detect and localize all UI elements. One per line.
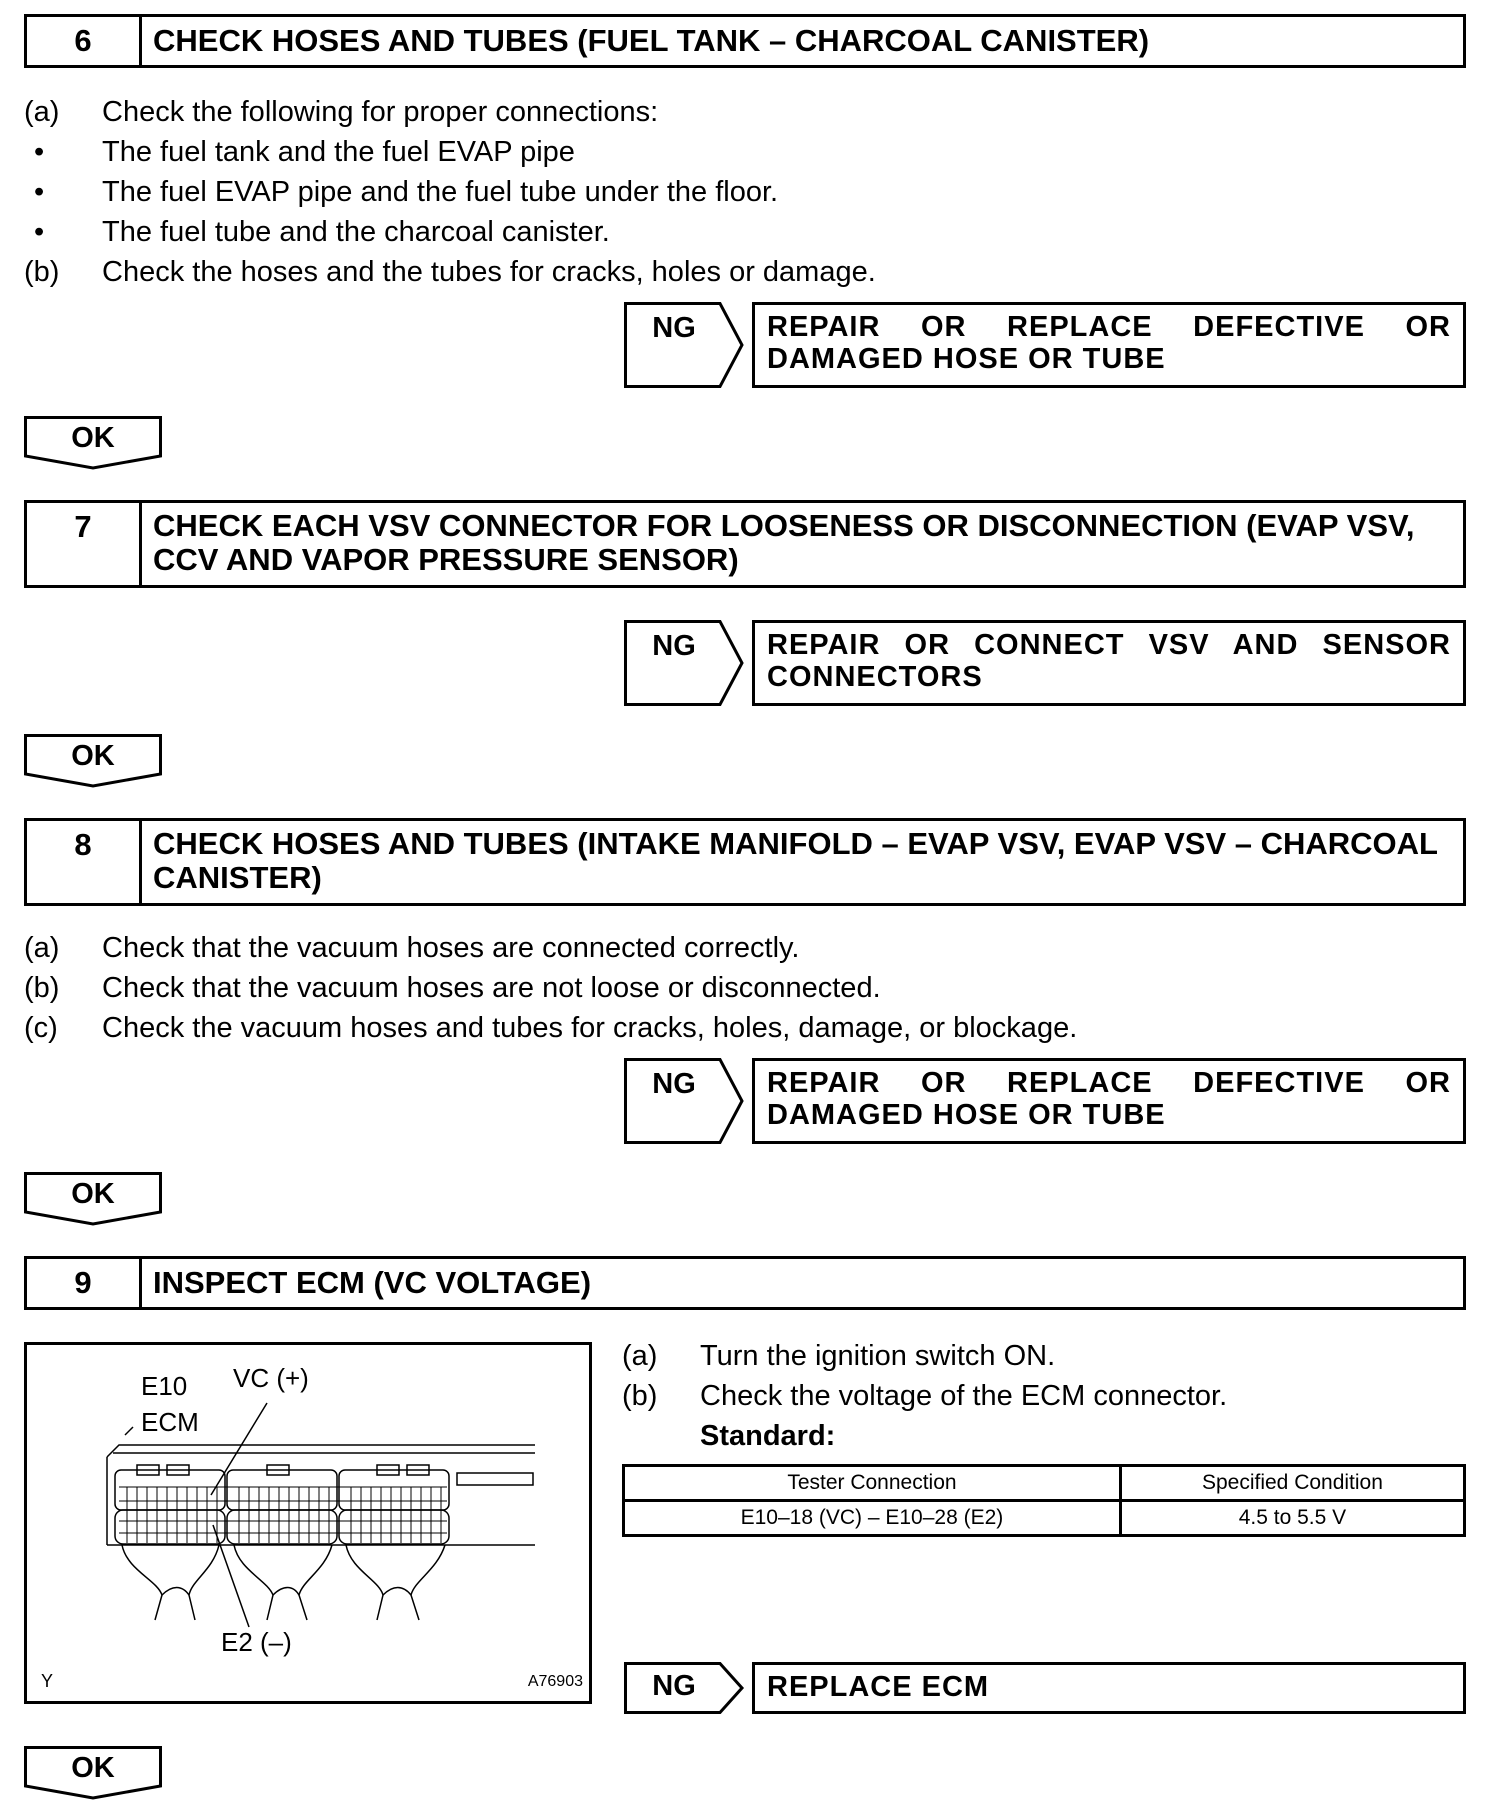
step-6-header	[24, 14, 1466, 68]
table-row	[624, 1501, 1465, 1536]
ng-label: NG	[652, 312, 696, 344]
label-vc-plus: VC (+)	[233, 1363, 309, 1393]
ecm-connector-figure	[24, 1342, 592, 1704]
item-label: (a)	[24, 932, 60, 964]
step-number: 8	[27, 821, 142, 903]
ng-action-box: REPAIR OR CONNECT VSV AND SENSOR CONNECTORS	[752, 620, 1466, 706]
item-text: Check the voltage of the ECM connector.	[700, 1380, 1228, 1412]
ok-indicator	[24, 416, 162, 468]
item-text: Check that the vacuum hoses are not loose or disconnected.	[102, 972, 881, 1004]
step-7-header	[24, 500, 1466, 588]
table-cell: E10–18 (VC) – E10–28 (E2)	[624, 1501, 1121, 1536]
ecm-connector-diagram	[27, 1345, 589, 1701]
ng-label: NG	[652, 1670, 696, 1702]
item-label: (c)	[24, 1012, 58, 1044]
ng-indicator	[624, 1662, 744, 1714]
ok-label: OK	[71, 740, 115, 772]
item-label: (a)	[622, 1340, 658, 1372]
label-e10: E10	[141, 1371, 188, 1401]
ng-action-box: REPAIR OR REPLACE DEFECTIVE OR DAMAGED HOSE OR TUBE	[752, 1058, 1466, 1144]
table-header: Specified Condition	[1120, 1466, 1464, 1501]
bullet: •	[34, 136, 45, 168]
bullet: •	[34, 176, 45, 208]
item-label: (b)	[24, 972, 60, 1004]
ok-indicator	[24, 1172, 162, 1224]
ng-action-box: REPAIR OR REPLACE DEFECTIVE OR DAMAGED HOSE OR TUBE	[752, 302, 1466, 388]
standard-label: Standard:	[700, 1420, 836, 1452]
bullet: •	[34, 216, 45, 248]
table-cell: 4.5 to 5.5 V	[1120, 1501, 1464, 1536]
table-header-row	[624, 1466, 1465, 1501]
ok-label: OK	[71, 1178, 115, 1210]
step-6-instructions	[24, 96, 924, 296]
step-title: CHECK HOSES AND TUBES (INTAKE MANIFOLD – EVAP VSV, EVAP VSV – CHARCOAL CANISTER)	[153, 826, 1438, 895]
step-number: 7	[27, 503, 142, 585]
ok-label: OK	[71, 422, 115, 454]
item-text: The fuel tube and the charcoal canister.	[102, 216, 610, 248]
label-ecm: ECM	[141, 1407, 199, 1437]
label-e2-minus: E2 (–)	[221, 1627, 292, 1657]
step-9-header	[24, 1256, 1466, 1310]
item-text: Check that the vacuum hoses are connected correctly.	[102, 932, 800, 964]
figure-id: A76903	[527, 1673, 583, 1690]
item-text: Check the following for proper connections:	[102, 96, 659, 128]
ng-indicator	[624, 1058, 744, 1144]
item-label: (a)	[24, 96, 60, 128]
ng-action-box: REPLACE ECM	[752, 1662, 1466, 1714]
step-9-instructions	[622, 1340, 1462, 1460]
step-title: INSPECT ECM (VC VOLTAGE)	[153, 1265, 592, 1300]
ng-label: NG	[652, 630, 696, 662]
item-text: Check the hoses and the tubes for cracks, holes or damage.	[102, 256, 876, 288]
step-title: CHECK EACH VSV CONNECTOR FOR LOOSENESS OR DISCONNECTION (EVAP VSV, CCV AND VAPOR PRESSURE SENSOR)	[153, 508, 1415, 577]
step-8-header	[24, 818, 1466, 906]
specification-table	[622, 1464, 1466, 1537]
table-header: Tester Connection	[624, 1466, 1121, 1501]
step-number: 6	[27, 17, 142, 65]
ok-indicator	[24, 1746, 162, 1798]
item-text: The fuel tank and the fuel EVAP pipe	[102, 136, 575, 168]
item-text: Check the vacuum hoses and tubes for cracks, holes, damage, or blockage.	[102, 1012, 1078, 1044]
step-number: 9	[27, 1259, 142, 1307]
item-label: (b)	[24, 256, 60, 288]
item-text: Turn the ignition switch ON.	[700, 1340, 1056, 1372]
figure-corner-label: Y	[41, 1671, 54, 1691]
item-label: (b)	[622, 1380, 658, 1412]
step-title: CHECK HOSES AND TUBES (FUEL TANK – CHARCOAL CANISTER)	[153, 23, 1150, 58]
ng-indicator	[624, 620, 744, 706]
ok-indicator	[24, 734, 162, 786]
item-text: The fuel EVAP pipe and the fuel tube under the floor.	[102, 176, 779, 208]
ng-indicator	[624, 302, 744, 388]
ok-label: OK	[71, 1752, 115, 1784]
ng-label: NG	[652, 1068, 696, 1100]
step-8-instructions	[24, 932, 1224, 1052]
